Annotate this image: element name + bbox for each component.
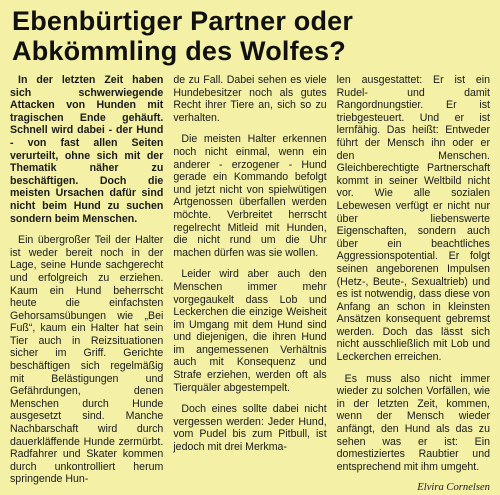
article-headline <box>12 6 490 66</box>
lead-paragraph: In der letzten Zeit haben sich schwerwiegende Attacken von Hunden mit tragischen Ende gehäuft. Schnell wird dabei - der Hund - von fast allen Seiten verurteilt, ohne sich mit der Thematik näher zu beschäftigen. Doch die meisten Ursachen dafür sind nicht beim Hund zu suchen sondern beim Menschen. <box>10 74 164 225</box>
paragraph: len ausgestattet: Er ist ein Rudel- und damit Rangordnungstier. Er ist triebgesteuert. Und er ist lernfähig. Das heißt: Entweder führt der Mensch ihn oder er den Menschen. Gleichberechtigte Partnerschaft kommt in seiner Weltbild nicht vor. Wie alle sozialen Lebewesen verfügt er nicht nur über liebenswerte Eigenschaften, sondern auch über ein beachtliches Aggressionspotential. Er folgt seinen angeborenen Impulsen (Hetz-, Beute-, Sexualtrieb) und es ist notwendig, dass diese von Anfang an schon in kleinsten Ansätzen konsequent gebremst werden. Doch das lässt sich nicht ausschließlich mit Lob und Leckerchen erreichen. <box>336 74 490 364</box>
headline-line-2: Abkömmling des Wolfes? <box>12 36 346 66</box>
article-body <box>10 74 490 495</box>
headline-line-1: Ebenbürtiger Partner oder <box>12 6 354 36</box>
paragraph: Leider wird aber auch den Menschen immer mehr vorgegaukelt dass Lob und Leckerchen die einzige Weisheit im Umgang mit dem Hund sind und diejenigen, die ihren Hund im angemessenen Verhältnis auch mit Konsequenz und Strafe erziehen, werden oft als Tierquäler abgestempelt. <box>173 268 327 394</box>
paragraph: Ein übergroßer Teil der Halter ist weder bereit noch in der Lage, seine Hunde sachgerecht und erfolgreich zu erziehen. Kaum ein Hund beherrscht heute die einfachsten Gehorsamsübungen wie „Bei Fuß“, kaum ein Halter hat sein Tier auch in Reizsituationen sicher im Griff. Gerichte beschäftigen sich regelmäßig mit Belästigungen und Gefährdungen, denen Menschen durch Hunde ausgesetzt sind. Manche Nachbarschaft wird durch dauerkläffende Hunde zermürbt. Radfahrer und Skater kommen durch unkontrolliert herum springende Hun- <box>10 234 164 486</box>
column-2 <box>173 74 326 495</box>
paragraph: de zu Fall. Dabei sehen es viele Hundebesitzer noch als gutes Recht ihrer Tiere an, sich so zu verhalten. <box>173 74 327 124</box>
author-byline: Elvira Cornelsen <box>417 482 490 494</box>
column-1 <box>10 74 163 495</box>
paragraph: Doch eines sollte dabei nicht vergessen werden: Jeder Hund, vom Pudel bis zum Pitbull, ist jedoch mit drei Merkma- <box>173 403 327 454</box>
paragraph: Die meisten Halter erkennen noch nicht einmal, wenn ein anderer - erzogener - Hund gerade ein Kommando befolgt und jetzt nicht von spielwütigen Artgenossen überfallen werden möchte. Verbreitet herrscht regelrecht Mitleid mit Hunden, die nicht rund um die Uhr machen dürfen was sie wollen. <box>173 133 327 259</box>
paragraph: Es muss also nicht immer wieder zu solchen Vorfällen, wie in der letzten Zeit, kommen, wenn der Mensch wieder anfängt, den Hund als das zu sehen was er ist: Ein domestiziertes Raubtier und entsprechend mit ihm umgeht. <box>336 372 490 473</box>
column-3 <box>337 74 490 495</box>
